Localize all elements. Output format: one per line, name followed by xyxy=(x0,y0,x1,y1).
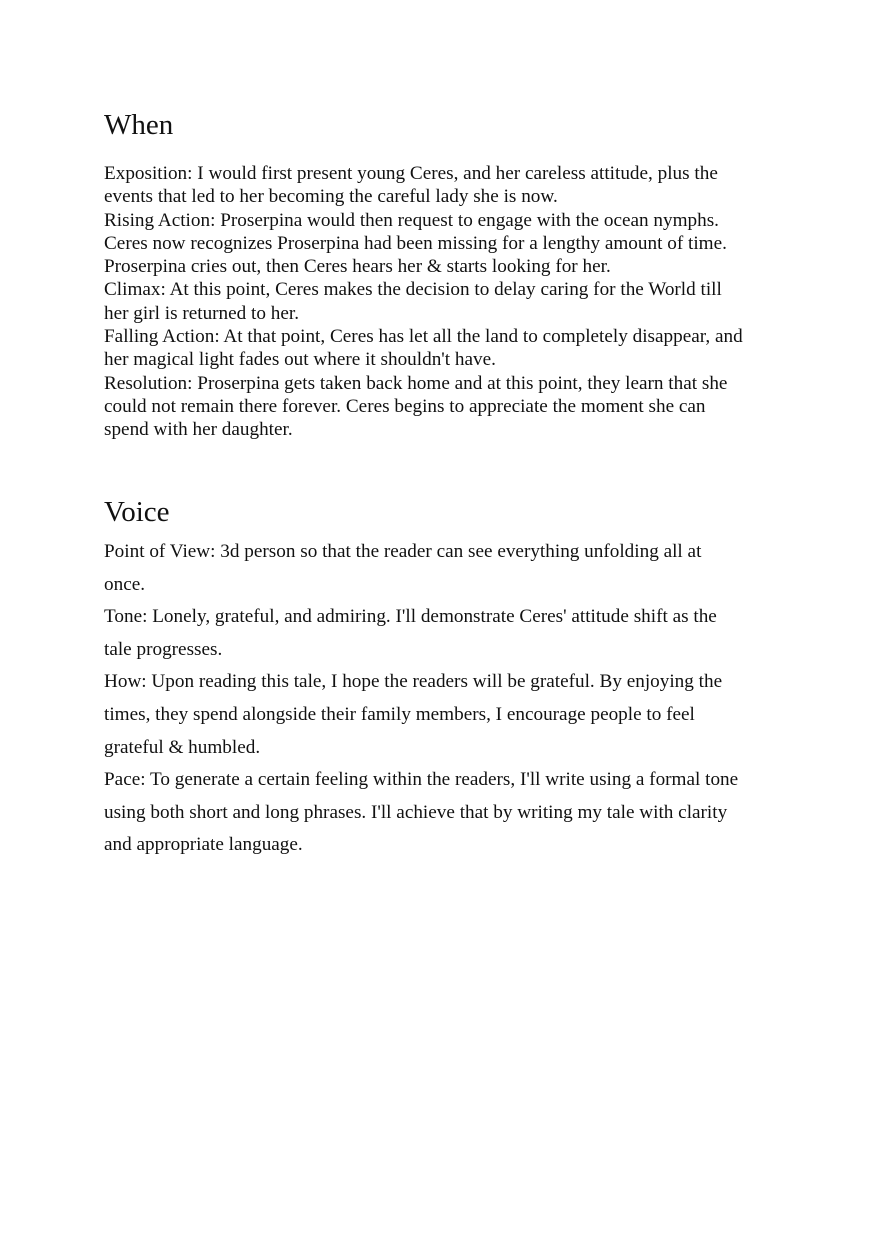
section-heading-when: When xyxy=(104,109,174,141)
section-body-voice xyxy=(104,536,744,862)
paragraph-tone: Tone: Lonely, grateful, and admiring. I'll demonstrate Ceres' attitude shift as the tale progresses. xyxy=(104,606,717,660)
paragraph-point-of-view: Point of View: 3d person so that the reader can see everything unfolding all at once. xyxy=(104,541,702,595)
section-body-when xyxy=(104,162,744,442)
paragraph-rising-action: Rising Action: Proserpina would then request to engage with the ocean nymphs. Ceres now recognizes Proserpina had been missing for a lengthy amount of time. Proserpina cries out, then Ceres hears her & starts looking for her. xyxy=(104,209,727,278)
paragraph-exposition: Exposition: I would first present young Ceres, and her careless attitude, plus the events that led to her becoming the careful lady she is now. xyxy=(104,163,718,208)
paragraph-pace: Pace: To generate a certain feeling within the readers, I'll write using a formal tone using both short and long phrases. I'll achieve that by writing my tale with clarity and appropriate language. xyxy=(104,769,739,856)
paragraph-climax: Climax: At this point, Ceres makes the decision to delay caring for the World till her girl is returned to her. xyxy=(104,279,722,324)
paragraph-how: How: Upon reading this tale, I hope the readers will be grateful. By enjoying the times, they spend alongside their family members, I encourage people to feel grateful & humbled. xyxy=(104,671,723,758)
paragraph-resolution: Resolution: Proserpina gets taken back home and at this point, they learn that she could not remain there forever. Ceres begins to appreciate the moment she can spend with her daughter. xyxy=(104,372,728,441)
paragraph-falling-action: Falling Action: At that point, Ceres has let all the land to completely disappear, and her magical light fades out where it shouldn't have. xyxy=(104,326,743,371)
section-heading-voice: Voice xyxy=(104,496,170,528)
